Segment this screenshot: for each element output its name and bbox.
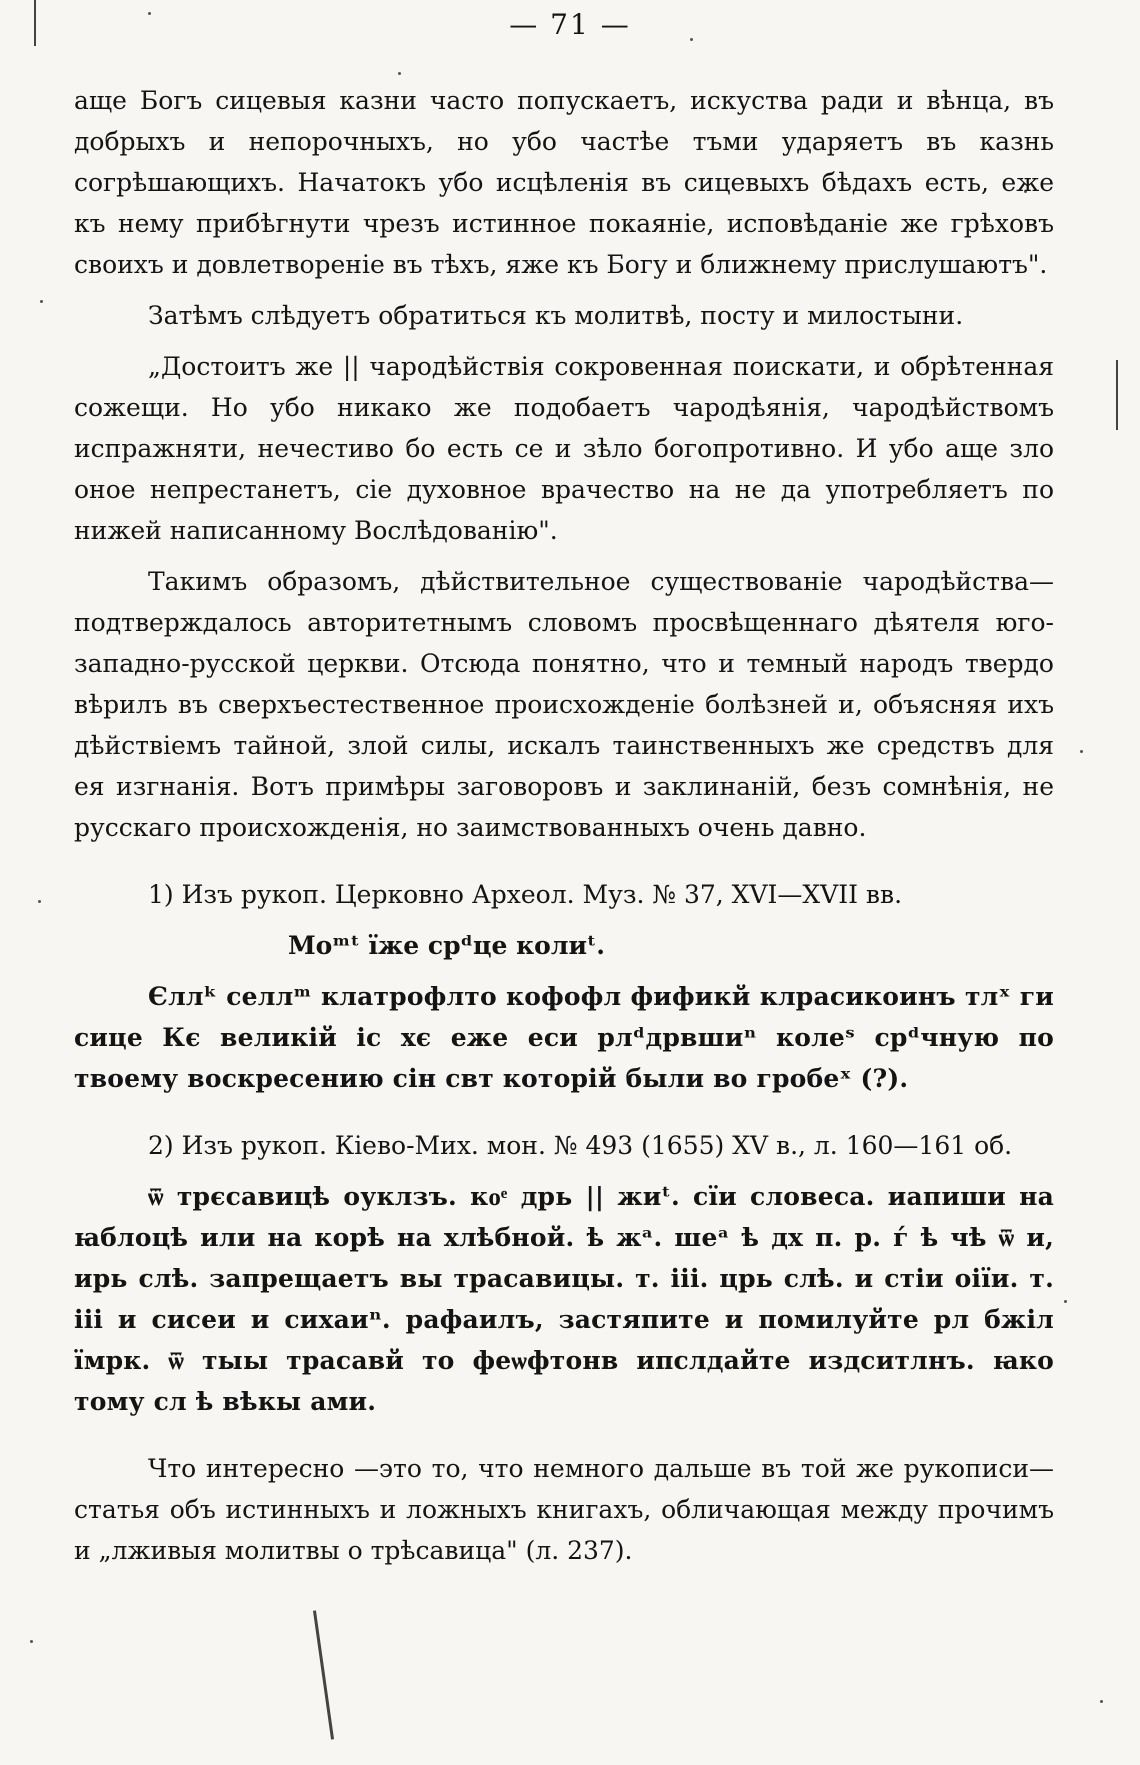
- speck: [40, 300, 43, 303]
- prayer-heading: Моᵐᵗ їже срᵈце колиᵗ.: [288, 931, 605, 960]
- speck: [1080, 750, 1083, 753]
- paragraph-quote-continuation: аще Богъ сицевыя казни часто попускаетъ, искуства ради и вѣнца, въ добрыхъ и непорочныхъ, но убо частѣе тъми ударяетъ въ казнь согрѣшающихъ. Начатокъ убо исцѣленія въ сицевыхъ бѣдахъ есть, еже къ нему прибѣгнути чрезъ истинное покаяніе, исповѣданіе же грѣховъ своихъ и довлетвореніе въ тѣхъ, яже къ Богу и ближнему прислушаютъ".: [74, 86, 1054, 279]
- paragraph-prayer-fasting: Затѣмъ слѣдуетъ обратиться къ молитвѣ, посту и милостыни.: [148, 301, 964, 330]
- slavonic-charm-2: ѿ трєсавицѣ оуклзъ. коͤ дрь || жиᵗ. сїи словеса. иапиши на ꙗблоцѣ или на корѣ на хлѣбной. ѣ жᵃ. шеᵃ ѣ дх п. р. ѓ ѣ чѣ ѿ и, ирь слѣ. запрещаетъ вы трасавицы. т. ііі. црь слѣ. и стіи оіїи. т. ііі и сисеи и сихаиⁿ. рафаилъ, застяпите и помилуйте рл бжіл їмрк. ѿ тыы трасавй то феѡфтонв ипслдайте издситлнъ. ꙗко тому сл ѣ вѣкы ами.: [74, 1182, 1054, 1416]
- speck: [38, 900, 41, 903]
- speck: [398, 72, 401, 75]
- page-number: — 71 —: [509, 8, 631, 41]
- right-margin-mark: [1116, 360, 1118, 430]
- bottom-stroke-mark: [313, 1610, 334, 1739]
- paragraph-quote-sorcery: „Достоитъ же || чародѣйствія сокровенная поискати, и обрѣтенная сожещи. Но убо никако же подобаетъ чародѣянія, чародѣйствомъ испражняти, нечестиво бо есть се и зѣло богопротивно. И убо аще зло оное непрестанетъ, сіе духовное врачество на не да употребляетъ по нижей написанному Вослѣдованію".: [74, 352, 1054, 545]
- speck: [1100, 1700, 1103, 1703]
- speck: [30, 1640, 33, 1643]
- source-reference-1: 1) Изъ рукоп. Церковно Археол. Муз. № 37, XVI—XVII вв.: [148, 880, 903, 909]
- page-body: [74, 80, 1054, 1571]
- paragraph-conclusion: Такимъ образомъ, дѣйствительное существованіе чародѣйства— подтверждалось авторитетнымъ словомъ просвѣщеннаго дѣятеля юго-западно-русской церкви. Отсюда понятно, что и темный народъ твердо вѣрилъ въ сверхъестественное происхожденіе болѣзней и, объясняя ихъ дѣйствіемъ тайной, злой силы, искалъ таинственныхъ же средствъ для ея изгнанія. Вотъ примѣры заговоровъ и заклинаній, безъ сомнѣнія, не русскаго происхожденія, но заимствованныхъ очень давно.: [74, 567, 1054, 842]
- speck: [1064, 1300, 1067, 1303]
- slavonic-charm-1: Єллᵏ селлᵐ клатрофлто кофофл фификй клрасикоинъ тлˣ ги сице Кє великій ic хє еже еси рлᵈдрвшиⁿ колеˢ срᵈчную по твоему воскресению сін свт которій были во гробеˣ (?).: [74, 982, 1054, 1093]
- source-reference-2: 2) Изъ рукоп. Кіево-Мих. мон. № 493 (1655) XV в., л. 160—161 об.: [148, 1131, 1013, 1160]
- paragraph-closing-note: Что интересно —это то, что немного дальше въ той же рукописи—статья объ истинныхъ и ложныхъ книгахъ, обличающая между прочимъ и „лживыя молитвы о трѣсавица" (л. 237).: [74, 1454, 1054, 1565]
